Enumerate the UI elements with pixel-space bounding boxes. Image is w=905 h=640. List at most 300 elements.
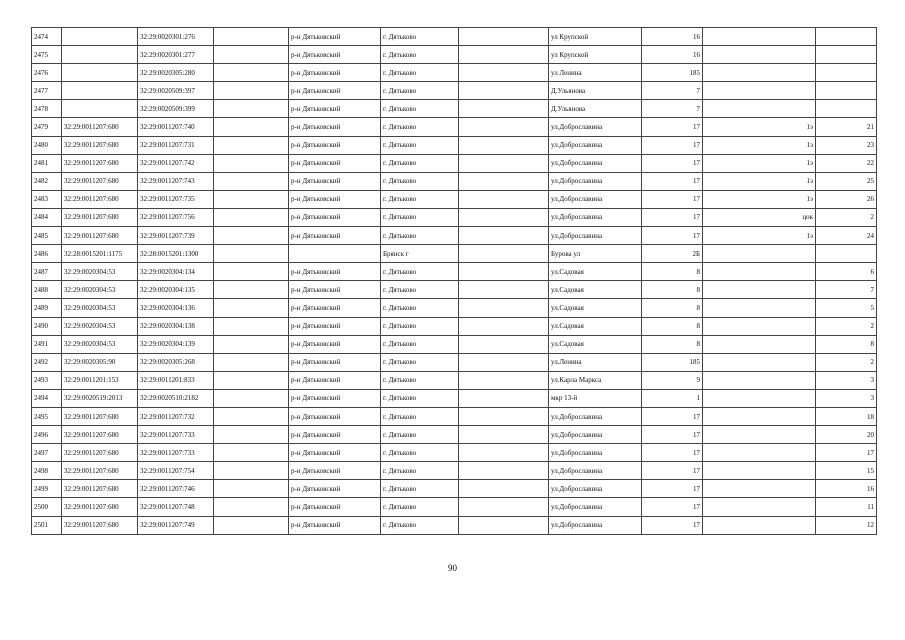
table-cell: 17 [642, 498, 703, 516]
table-row [32, 444, 877, 462]
table-cell: р-н Дятьковский [289, 480, 381, 498]
table-cell: 32:29:0011201:153 [62, 371, 138, 389]
table-cell: ул.Садовая [549, 317, 642, 335]
table-cell: 17 [642, 227, 703, 245]
table-cell: 17 [642, 444, 703, 462]
table-cell: 2499 [32, 480, 62, 498]
table-cell: р-н Дятьковский [289, 281, 381, 299]
table-cell: 32:29:0020305:268 [138, 353, 214, 371]
table-cell [62, 28, 138, 46]
table-cell [214, 82, 289, 100]
table-cell: ул.Доброславина [549, 190, 642, 208]
table-cell [459, 335, 549, 353]
table-cell: ул.Доброславина [549, 462, 642, 480]
table-cell: 32:29:0011207:731 [138, 136, 214, 154]
table-cell: 17 [642, 426, 703, 444]
table-cell: 32:29:0011207:680 [62, 118, 138, 136]
table-cell: ул.Доброславина [549, 498, 642, 516]
table-cell: 185 [642, 64, 703, 82]
table-cell: р-н Дятьковский [289, 317, 381, 335]
table-cell: р-н Дятьковский [289, 82, 381, 100]
table-cell: 32:29:0011207:680 [62, 172, 138, 190]
table-cell [214, 444, 289, 462]
table-cell [62, 82, 138, 100]
table-cell: ул.Садовая [549, 335, 642, 353]
table-cell: 32:28:0015201:1300 [138, 245, 214, 263]
table-cell [459, 190, 549, 208]
table-cell: 32:29:0011207:680 [62, 136, 138, 154]
table-cell: 2Б [642, 245, 703, 263]
table-cell: 2494 [32, 389, 62, 407]
table-cell [214, 480, 289, 498]
table-cell: 32:29:0020304:134 [138, 263, 214, 281]
table-cell: 2482 [32, 172, 62, 190]
table-row [32, 28, 877, 46]
table-cell [214, 28, 289, 46]
table-cell: 32:29:0011207:748 [138, 498, 214, 516]
table-row [32, 227, 877, 245]
table-row [32, 136, 877, 154]
table-cell: 32:29:0020305:280 [138, 64, 214, 82]
table-cell: 17 [642, 462, 703, 480]
table-cell: 2479 [32, 118, 62, 136]
table-cell: 32:29:0020304:53 [62, 263, 138, 281]
table-cell: 2490 [32, 317, 62, 335]
table-cell: 32:29:0011207:756 [138, 208, 214, 226]
table-cell: р-н Дятьковский [289, 28, 381, 46]
table-cell: 2 [816, 317, 877, 335]
table-cell [214, 498, 289, 516]
table-cell: 6 [816, 263, 877, 281]
table-cell [214, 407, 289, 425]
table-cell [214, 154, 289, 172]
table-cell [459, 82, 549, 100]
table-cell [703, 281, 816, 299]
table-cell [459, 371, 549, 389]
table-cell: г. Дятьково [381, 227, 459, 245]
table-row [32, 100, 877, 118]
table-cell: 17 [642, 190, 703, 208]
table-cell: 2477 [32, 82, 62, 100]
table-row [32, 82, 877, 100]
table-cell: 32:29:0011207:733 [138, 426, 214, 444]
table-cell: 32:29:0020304:53 [62, 299, 138, 317]
table-cell: 2500 [32, 498, 62, 516]
table-cell: 32:29:0011201:833 [138, 371, 214, 389]
table-cell: 32:29:0020304:135 [138, 281, 214, 299]
table-cell: г. Дятьково [381, 208, 459, 226]
table-cell: 2475 [32, 46, 62, 64]
table-cell: р-н Дятьковский [289, 335, 381, 353]
table-cell: 22 [816, 154, 877, 172]
table-cell: г. Дятьково [381, 498, 459, 516]
table-cell: 26 [816, 190, 877, 208]
table-cell: 32:29:0011207:743 [138, 172, 214, 190]
table-cell: 32:29:0011207:680 [62, 190, 138, 208]
table-cell: г. Дятьково [381, 389, 459, 407]
table-cell: г. Дятьково [381, 426, 459, 444]
table-cell [816, 46, 877, 64]
table-cell: г. Дятьково [381, 82, 459, 100]
table-cell: цок [703, 208, 816, 226]
table-cell: г. Дятьково [381, 28, 459, 46]
table-row [32, 407, 877, 425]
table-cell: 2495 [32, 407, 62, 425]
table-cell [459, 299, 549, 317]
table-cell: 32:29:0011207:733 [138, 444, 214, 462]
table-cell: 1э [703, 118, 816, 136]
table-row [32, 263, 877, 281]
table-cell: 2489 [32, 299, 62, 317]
table-cell [459, 46, 549, 64]
table-cell: г. Дятьково [381, 190, 459, 208]
table-cell [703, 444, 816, 462]
table-cell: ул.Доброславина [549, 516, 642, 534]
table-cell: р-н Дятьковский [289, 136, 381, 154]
table-cell: 32:29:0020305:90 [62, 353, 138, 371]
table-cell: г. Дятьково [381, 516, 459, 534]
table-cell [214, 118, 289, 136]
table-cell: ул Ленина [549, 64, 642, 82]
table-row [32, 498, 877, 516]
table-cell: 2491 [32, 335, 62, 353]
table-cell [459, 64, 549, 82]
table-row [32, 462, 877, 480]
table-cell [214, 353, 289, 371]
table-cell [459, 389, 549, 407]
table-cell: 32:29:0011207:742 [138, 154, 214, 172]
table-cell [816, 100, 877, 118]
table-cell: 7 [816, 281, 877, 299]
table-cell: 1э [703, 172, 816, 190]
table-cell: 8 [642, 317, 703, 335]
table-cell [459, 480, 549, 498]
table-row [32, 299, 877, 317]
table-cell: 8 [642, 281, 703, 299]
table-cell: 32:29:0011207:680 [62, 516, 138, 534]
table-cell [214, 208, 289, 226]
table-cell: 2488 [32, 281, 62, 299]
table-cell: 32:29:0020304:53 [62, 317, 138, 335]
table-cell: 15 [816, 462, 877, 480]
table-row [32, 154, 877, 172]
table-cell: р-н Дятьковский [289, 353, 381, 371]
table-cell [214, 335, 289, 353]
table-cell [214, 317, 289, 335]
table-cell: 2485 [32, 227, 62, 245]
table-cell: 2480 [32, 136, 62, 154]
table-cell: 8 [642, 263, 703, 281]
table-cell [459, 136, 549, 154]
table-cell: ул.Садовая [549, 281, 642, 299]
table-cell: 32:28:0015201:1175 [62, 245, 138, 263]
table-cell: 8 [816, 335, 877, 353]
table-cell: 17 [642, 208, 703, 226]
table-row [32, 389, 877, 407]
table-cell: 1э [703, 136, 816, 154]
table-cell: 17 [642, 136, 703, 154]
table-cell: г. Дятьково [381, 172, 459, 190]
table-cell [62, 100, 138, 118]
table-cell: 32:29:0020304:138 [138, 317, 214, 335]
table-cell [214, 462, 289, 480]
table-cell: р-н Дятьковский [289, 208, 381, 226]
table-cell: р-н Дятьковский [289, 444, 381, 462]
table-cell [703, 516, 816, 534]
table-row [32, 317, 877, 335]
table-cell: 17 [642, 516, 703, 534]
table-cell: г. Дятьково [381, 118, 459, 136]
table-cell: ул.Доброславина [549, 227, 642, 245]
table-cell: ул.Доброславина [549, 407, 642, 425]
registry-table [31, 27, 877, 535]
table-cell: 24 [816, 227, 877, 245]
table-cell [214, 245, 289, 263]
table-cell: 2486 [32, 245, 62, 263]
table-cell [459, 263, 549, 281]
table-cell: Д.Ульянова [549, 100, 642, 118]
table-cell: р-н Дятьковский [289, 46, 381, 64]
table-cell: 32:29:0020301:276 [138, 28, 214, 46]
table-row [32, 190, 877, 208]
table-cell [703, 82, 816, 100]
table-cell: 185 [642, 353, 703, 371]
table-cell: 1э [703, 227, 816, 245]
table-cell [703, 245, 816, 263]
table-row [32, 64, 877, 82]
table-cell [214, 46, 289, 64]
table-cell [62, 46, 138, 64]
table-cell [816, 82, 877, 100]
table-cell: 32:29:0011207:680 [62, 498, 138, 516]
table-row [32, 353, 877, 371]
table-row [32, 208, 877, 226]
table-cell [459, 317, 549, 335]
table-cell: 32:29:0011207:735 [138, 190, 214, 208]
table-cell: г. Дятьково [381, 136, 459, 154]
table-cell: 17 [642, 172, 703, 190]
table-cell [459, 498, 549, 516]
table-cell: г. Дятьково [381, 154, 459, 172]
table-cell: 16 [642, 28, 703, 46]
table-cell: 32:29:0020509:397 [138, 82, 214, 100]
table-cell: 32:29:0020510:2182 [138, 389, 214, 407]
table-cell: г. Дятьково [381, 371, 459, 389]
table-cell: 2 [816, 353, 877, 371]
table-cell: 25 [816, 172, 877, 190]
table-cell: ул.Доброславина [549, 444, 642, 462]
table-cell [459, 516, 549, 534]
table-cell [703, 263, 816, 281]
table-cell: 3 [816, 389, 877, 407]
table-cell: 8 [642, 299, 703, 317]
table-cell: 32:29:0011207:680 [62, 480, 138, 498]
table-row [32, 371, 877, 389]
table-cell [459, 281, 549, 299]
table-cell [289, 245, 381, 263]
table-cell: 32:29:0020304:139 [138, 335, 214, 353]
table-cell: ул.Доброславина [549, 426, 642, 444]
page-number: 90 [448, 563, 457, 573]
table-cell: ул.Карла Маркса [549, 371, 642, 389]
table-cell: р-н Дятьковский [289, 154, 381, 172]
table-cell: р-н Дятьковский [289, 426, 381, 444]
table-cell: 32:29:0011207:754 [138, 462, 214, 480]
table-cell: 2484 [32, 208, 62, 226]
table-cell: ул Крупской [549, 46, 642, 64]
table-cell: 1э [703, 190, 816, 208]
table-cell: р-н Дятьковский [289, 407, 381, 425]
table-cell: г. Дятьково [381, 353, 459, 371]
table-cell: р-н Дятьковский [289, 389, 381, 407]
table-cell: ул.Ленина [549, 353, 642, 371]
table-cell: 32:29:0020519:2013 [62, 389, 138, 407]
table-row [32, 245, 877, 263]
table-cell: Бурова ул [549, 245, 642, 263]
table-row [32, 46, 877, 64]
table-cell: 2496 [32, 426, 62, 444]
table-cell: 2492 [32, 353, 62, 371]
table-cell [703, 317, 816, 335]
table-cell [214, 227, 289, 245]
table-cell [459, 407, 549, 425]
table-cell: ул.Доброславина [549, 172, 642, 190]
table-cell: 7 [642, 82, 703, 100]
table-cell: 17 [642, 480, 703, 498]
table-cell: 32:29:0011207:680 [62, 426, 138, 444]
table-cell: 2493 [32, 371, 62, 389]
table-cell: г. Дятьково [381, 100, 459, 118]
table-cell [459, 462, 549, 480]
table-cell: р-н Дятьковский [289, 64, 381, 82]
table-cell: Брянск г [381, 245, 459, 263]
table-cell: 3 [816, 371, 877, 389]
table-cell [214, 64, 289, 82]
table-cell: мкр 13-й [549, 389, 642, 407]
table-cell: Д.Ульянова [549, 82, 642, 100]
table-cell: 32:29:0011207:680 [62, 154, 138, 172]
table-cell: 8 [642, 335, 703, 353]
table-cell: г. Дятьково [381, 480, 459, 498]
table-cell [214, 426, 289, 444]
table-cell: ул.Доброславина [549, 154, 642, 172]
table-cell: г. Дятьково [381, 444, 459, 462]
table-cell [459, 28, 549, 46]
table-cell: 1э [703, 154, 816, 172]
table-cell [703, 407, 816, 425]
table-cell [214, 263, 289, 281]
table-cell: ул.Доброславина [549, 136, 642, 154]
table-cell [703, 64, 816, 82]
table-cell: 2483 [32, 190, 62, 208]
table-cell [703, 353, 816, 371]
table-cell [214, 100, 289, 118]
table-cell: 32:29:0020301:277 [138, 46, 214, 64]
table-cell: 32:29:0011207:680 [62, 462, 138, 480]
table-cell: 23 [816, 136, 877, 154]
table-cell: 2501 [32, 516, 62, 534]
table-cell: 2478 [32, 100, 62, 118]
table-cell: 32:29:0011207:680 [62, 208, 138, 226]
table-cell [214, 190, 289, 208]
table-cell: 32:29:0011207:746 [138, 480, 214, 498]
table-cell: р-н Дятьковский [289, 190, 381, 208]
table-cell [214, 136, 289, 154]
table-cell [703, 389, 816, 407]
table-cell: 2498 [32, 462, 62, 480]
table-cell [459, 426, 549, 444]
table-row [32, 281, 877, 299]
table-cell [459, 208, 549, 226]
table-cell [459, 118, 549, 136]
table-cell: 12 [816, 516, 877, 534]
table-cell: 17 [642, 407, 703, 425]
table-cell: г. Дятьково [381, 263, 459, 281]
table-cell: р-н Дятьковский [289, 100, 381, 118]
table-cell: р-н Дятьковский [289, 263, 381, 281]
table-cell [459, 154, 549, 172]
table-cell: 18 [816, 407, 877, 425]
table-cell: г. Дятьково [381, 462, 459, 480]
table-cell: 20 [816, 426, 877, 444]
table-cell: г. Дятьково [381, 407, 459, 425]
table-cell [703, 462, 816, 480]
table-cell [459, 245, 549, 263]
table-cell: 32:29:0011207:680 [62, 407, 138, 425]
table-cell: 17 [642, 154, 703, 172]
table-cell: г. Дятьково [381, 281, 459, 299]
table-cell [214, 299, 289, 317]
table-cell: 32:29:0020304:53 [62, 281, 138, 299]
table-cell: р-н Дятьковский [289, 462, 381, 480]
table-cell: 32:29:0020304:53 [62, 335, 138, 353]
table-cell: 17 [642, 118, 703, 136]
table-cell: г. Дятьково [381, 46, 459, 64]
table-cell [703, 299, 816, 317]
table-cell: ул.Садовая [549, 263, 642, 281]
table-cell: 11 [816, 498, 877, 516]
table-cell: 16 [816, 480, 877, 498]
table-row [32, 335, 877, 353]
table-cell: ул Крупской [549, 28, 642, 46]
table-row [32, 172, 877, 190]
table-cell: 2474 [32, 28, 62, 46]
table-cell [703, 426, 816, 444]
table-cell [62, 64, 138, 82]
table-cell: 17 [816, 444, 877, 462]
table-cell: р-н Дятьковский [289, 371, 381, 389]
table-cell: 32:29:0011207:732 [138, 407, 214, 425]
table-cell: 32:29:0020304:136 [138, 299, 214, 317]
table-cell: 9 [642, 371, 703, 389]
table-cell: ул.Доброславина [549, 118, 642, 136]
table-cell [703, 480, 816, 498]
table-cell [459, 100, 549, 118]
table-cell: р-н Дятьковский [289, 172, 381, 190]
table-cell: р-н Дятьковский [289, 299, 381, 317]
table-cell [703, 100, 816, 118]
table-body [32, 28, 877, 535]
table-cell: 16 [642, 46, 703, 64]
table-cell: г. Дятьково [381, 64, 459, 82]
table-cell: г. Дятьково [381, 299, 459, 317]
table-cell: р-н Дятьковский [289, 516, 381, 534]
table-cell: ул.Доброславина [549, 208, 642, 226]
table-cell: 2 [816, 208, 877, 226]
table-cell: 2487 [32, 263, 62, 281]
table-row [32, 426, 877, 444]
table-cell [703, 46, 816, 64]
